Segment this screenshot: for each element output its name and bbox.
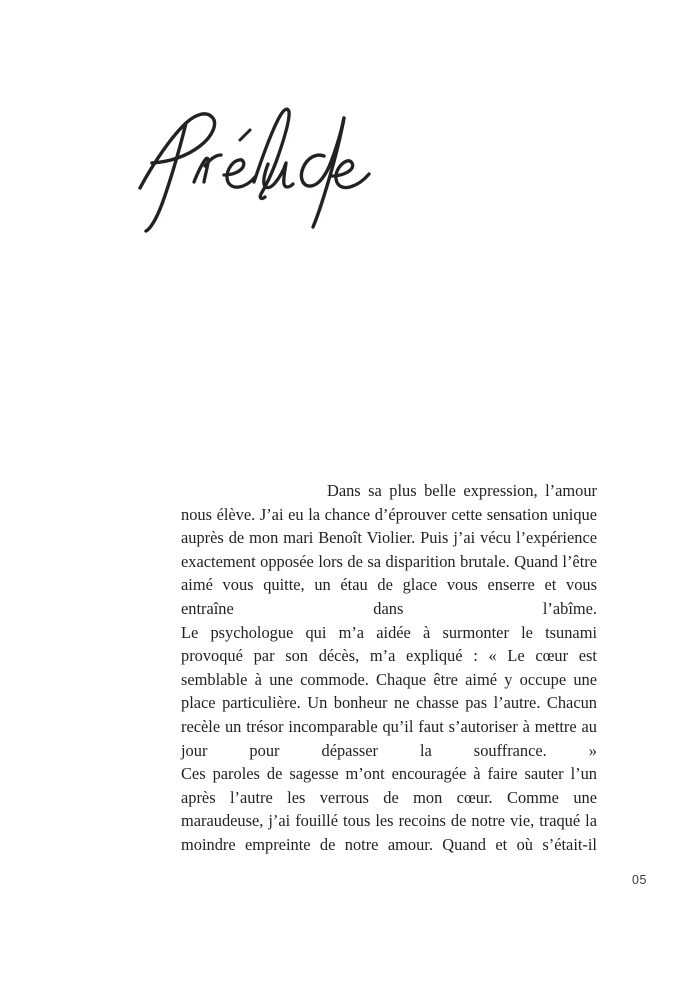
paragraph-2: Le psychologue qui m’a aidée à surmonter le tsunami provoqué par son décès, m’a expliqué : « Le cœur est semblable à une commode. Chaque être aimé y occupe une place particulière. Un bonheur ne chasse pas l’autre. Chacun recèle un trésor incomparable qu’il faut s’autoriser à mettre au jour pour dépasser la souffrance. »: [181, 622, 597, 760]
prelude-script-artwork: [128, 96, 458, 236]
body-text: [181, 479, 597, 857]
paragraph-3: Ces paroles de sagesse m’ont encouragée à faire sauter l’un après l’autre les verrous de mon cœur. Comme une maraudeuse, j’ai fouillé tous les recoins de notre vie, traqué la moindre empreinte de notre amour. Quand et où s’était-il: [181, 764, 597, 854]
chapter-title: [128, 96, 458, 236]
paragraph-1: Dans sa plus belle expression, l’amour nous élève. J’ai eu la chance d’éprouver cette sensation unique auprès de mon mari Benoît Violier. Puis j’ai vécu l’expérience exactement opposée lors de sa disparition brutale. Quand l’être aimé vous quitte, un étau de glace vous enserre et vous entraîne dans l’abîme.: [181, 481, 597, 618]
page-number: 05: [632, 873, 648, 887]
